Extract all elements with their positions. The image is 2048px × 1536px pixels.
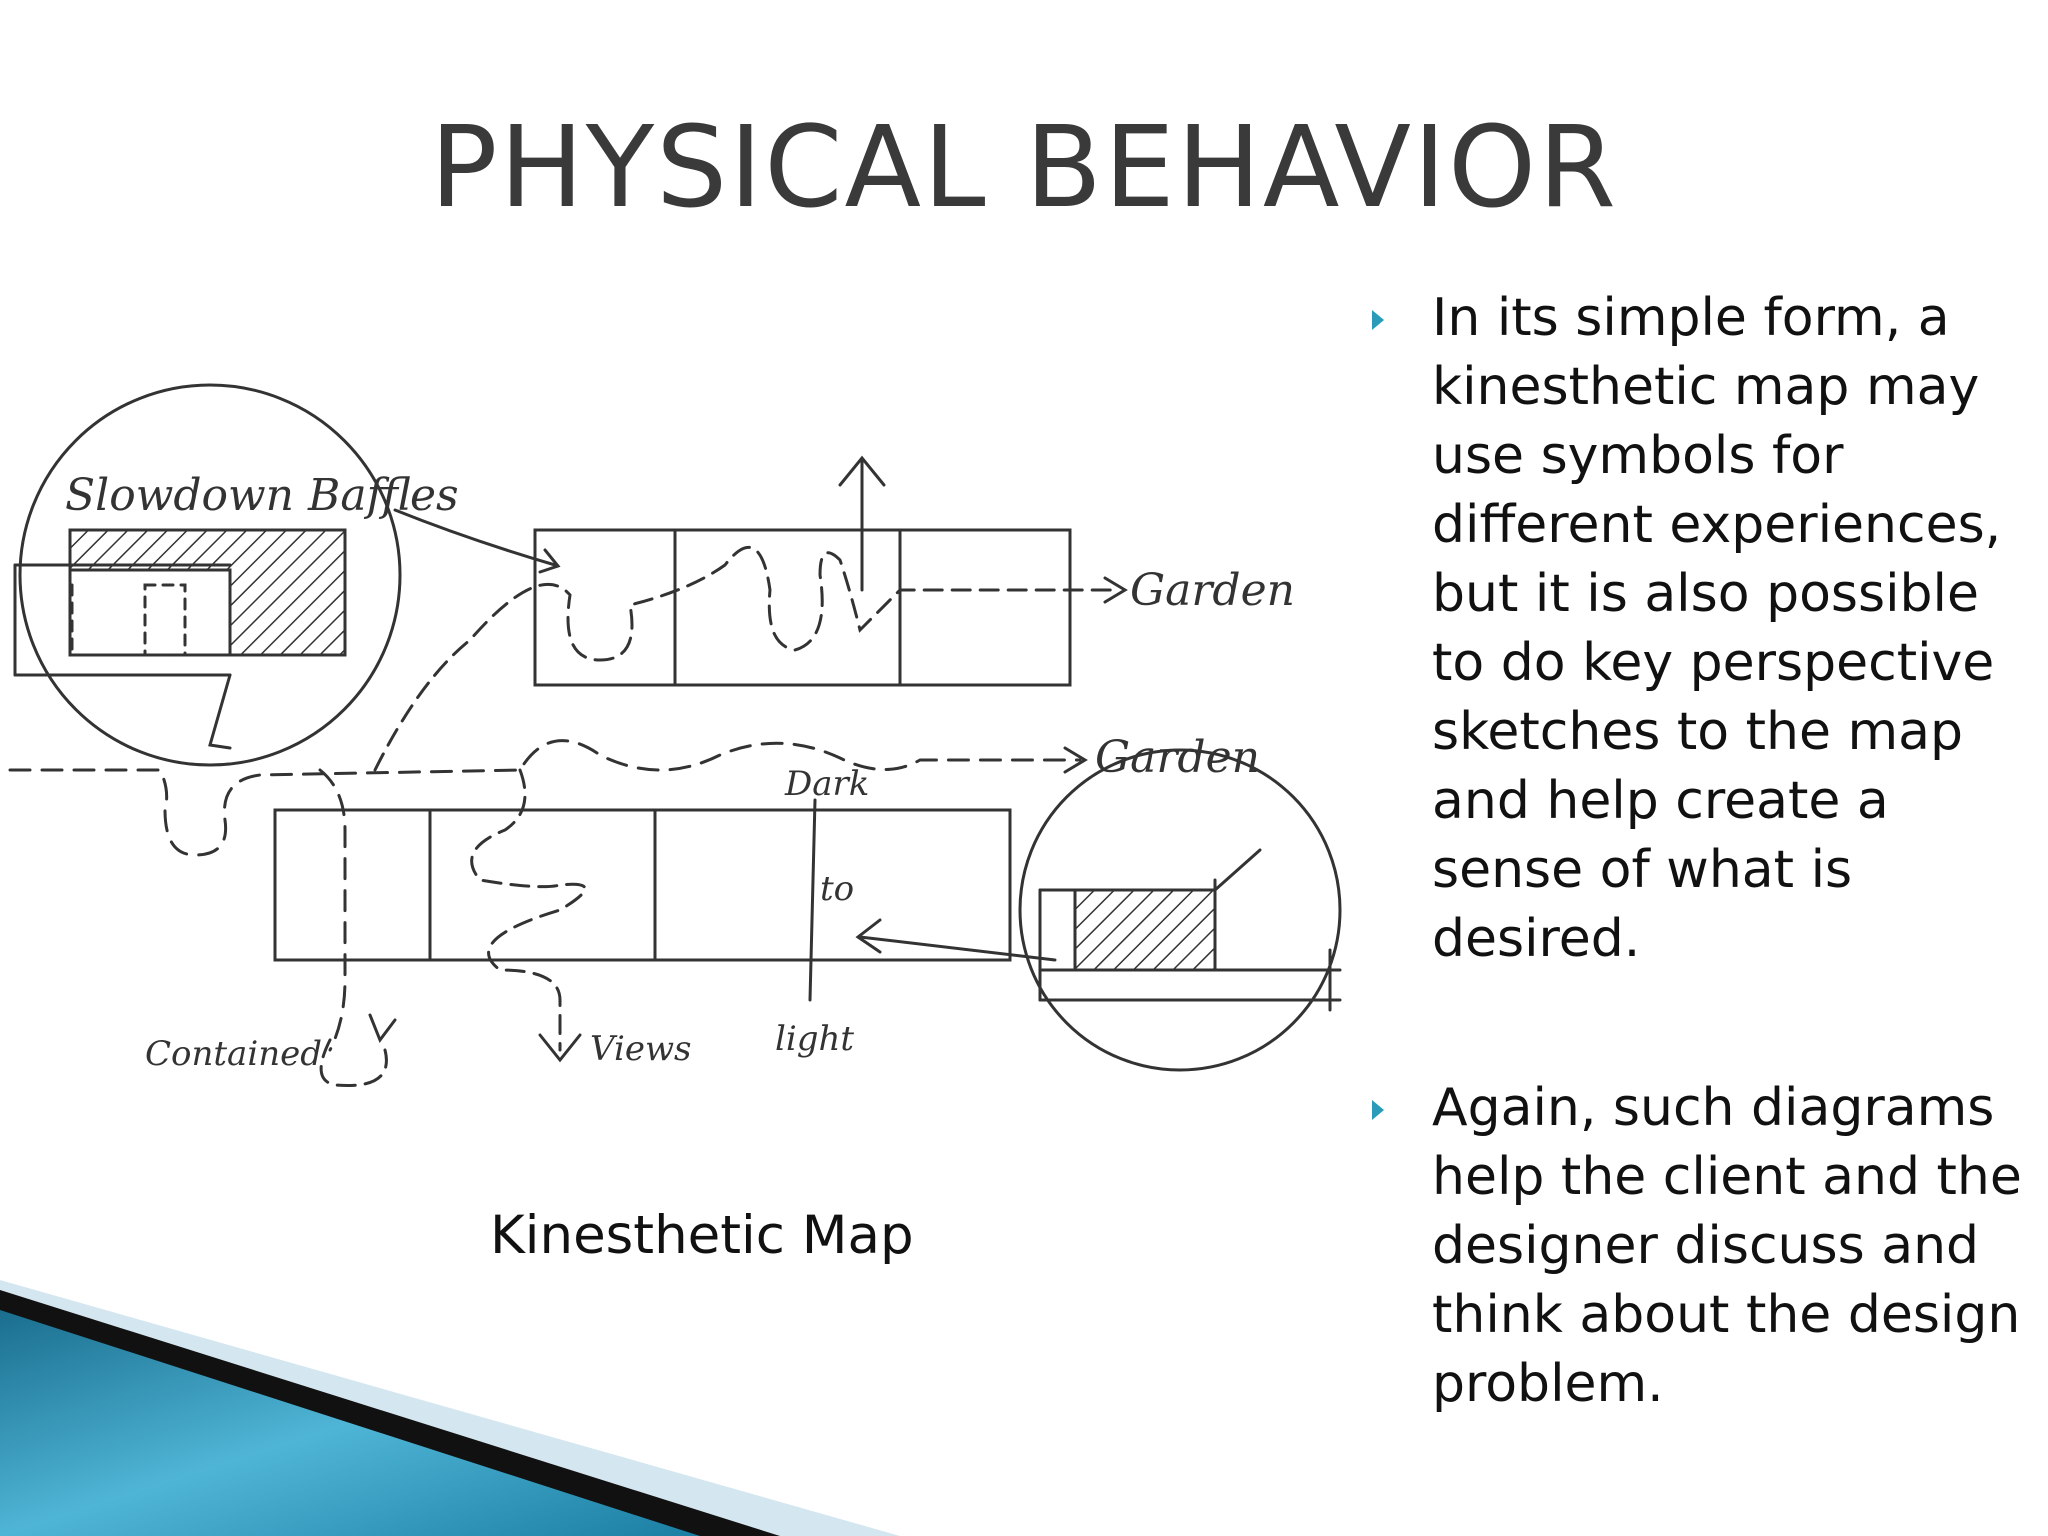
bullet-item <box>1370 1074 2030 1419</box>
upper-block <box>535 530 1070 685</box>
bullet-text: Again, such diagrams help the client and the designer discuss and think about the design problem. <box>1432 1078 2022 1414</box>
light-label: light <box>775 1019 855 1059</box>
bullet-list <box>1370 284 2030 1419</box>
triangle-bullet-icon <box>1372 1100 1384 1120</box>
contained-label: Contained <box>145 1034 322 1074</box>
bullet-text: In its simple form, a kinesthetic map may use symbols for different experiences, but it is also possible to do key perspective sketches to the map and help create a sense of what is desired. <box>1432 288 2002 969</box>
dark-label: Dark <box>785 764 870 804</box>
corner-swoosh-decoration <box>0 1280 900 1536</box>
lower-block <box>275 800 1010 1000</box>
slowdown-baffles-label: Slowdown Baffles <box>65 470 459 521</box>
kinesthetic-map-sketch <box>0 360 1360 1120</box>
main-path <box>10 741 1080 855</box>
upper-path <box>375 547 1120 770</box>
slide-title: PHYSICAL BEHAVIOR <box>429 103 1618 233</box>
diagram-caption: Kinesthetic Map <box>490 1205 914 1266</box>
views-label: Views <box>590 1029 692 1069</box>
garden-label-middle: Garden <box>1095 732 1260 783</box>
triangle-bullet-icon <box>1372 310 1384 330</box>
to-label: to <box>820 869 855 909</box>
garden-label-top: Garden <box>1130 565 1295 616</box>
bullet-item <box>1370 284 2030 974</box>
